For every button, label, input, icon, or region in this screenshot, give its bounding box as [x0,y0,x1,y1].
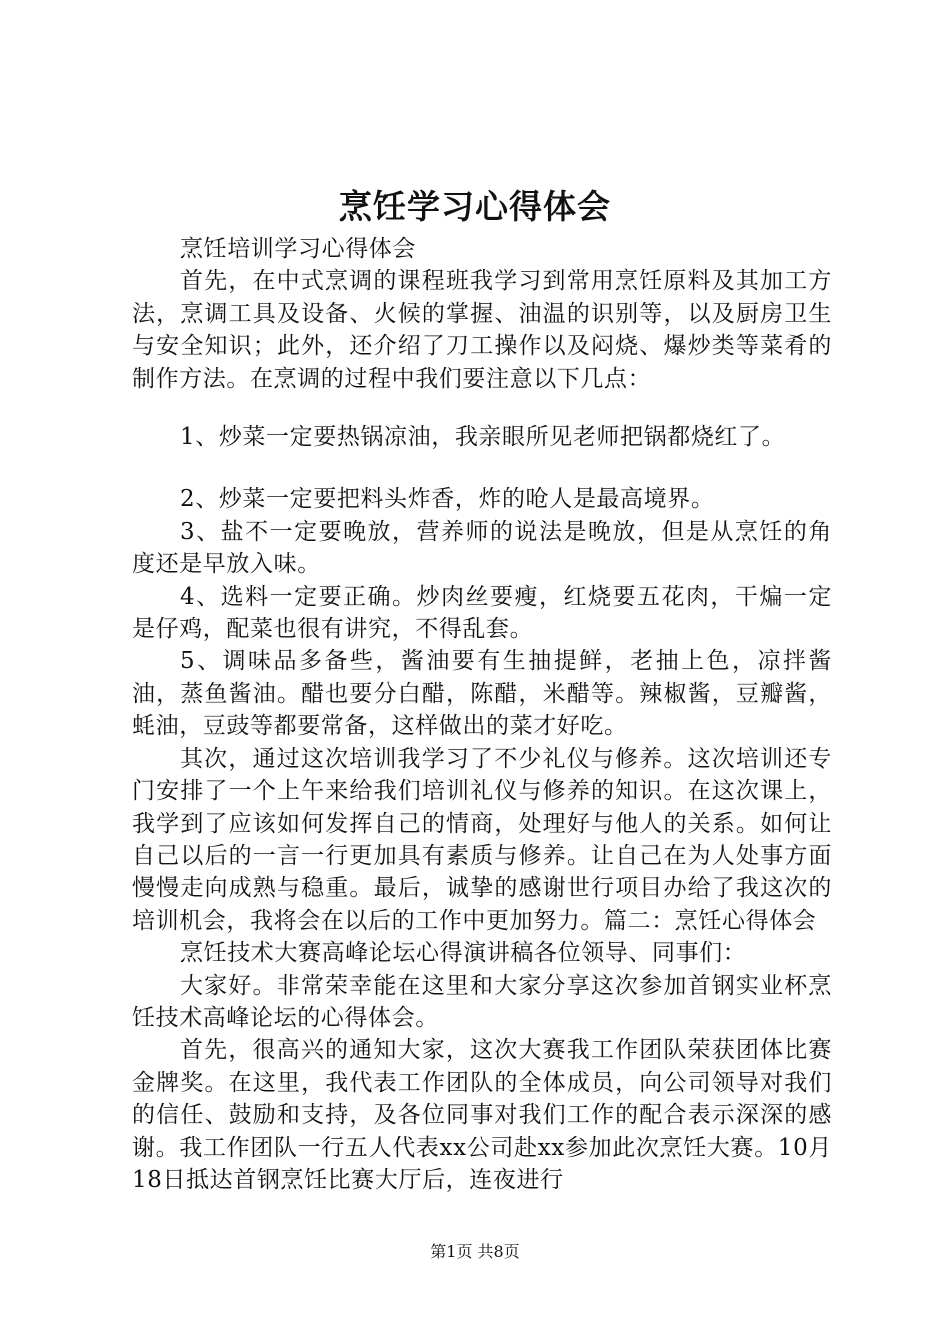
paragraph-point-4: 4、选料一定要正确。炒肉丝要瘦，红烧要五花肉，干煸一定是仔鸡，配菜也很有讲究，不得乱套。 [132,583,832,643]
paragraph-award: 首先，很高兴的通知大家，这次大赛我工作团队荣获团体比赛金牌奖。在这里，我代表工作团队的全体成员，向公司领导对我们的信任、鼓励和支持，及各位同事对我们工作的配合表示深深的感谢。我工作团队一行五人代表xx公司赴xx参加此次烹饪大赛。10月18日抵达首钢烹饪比赛大厅后，连夜进行 [132,1037,832,1193]
paragraph-greeting: 大家好。非常荣幸能在这里和大家分享这次参加首钢实业杯烹饪技术高峰论坛的心得体会。 [132,972,832,1031]
paragraph-point-5: 5、调味品多备些，酱油要有生抽提鲜，老抽上色，凉拌酱油，蒸鱼酱油。醋也要分白醋，陈醋，米醋等。辣椒酱，豆瓣酱，蚝油，豆豉等都要常备，这样做出的菜才好吃。 [132,648,832,740]
paragraph-subtitle: 烹饪培训学习心得体会 [180,236,416,262]
paragraph-point-2: 2、炒菜一定要把料头炸香，炸的呛人是最高境界。 [180,486,715,513]
paragraph-speech-title: 烹饪技术大赛高峰论坛心得演讲稿各位领导、同事们： [180,940,747,967]
page-number-footer: 第1页 共8页 [430,1242,520,1261]
paragraph-point-3: 3、盐不一定要晚放，营养师的说法是晚放，但是从烹饪的角度还是早放入味。 [132,518,832,578]
document-body [132,233,832,1196]
paragraph-point-1: 1、炒菜一定要热锅凉油，我亲眼所见老师把锅都烧红了。 [180,424,786,451]
document-title: 烹饪学习心得体会 [339,187,611,226]
paragraph-etiquette: 其次，通过这次培训我学习了不少礼仪与修养。这次培训还专门安排了一个上午来给我们培训礼仪与修养的知识。在这次课上，我学到了应该如何发挥自己的情商，处理好与他人的关系。如何让自己以后的一言一行更加具有素质与修养。让自己在为人处事方面慢慢走向成熟与稳重。最后，诚挚的感谢世行项目办给了我这次的培训机会，我将会在以后的工作中更加努力。篇二：烹饪心得体会 [132,745,832,934]
paragraph-intro: 首先，在中式烹调的课程班我学习到常用烹饪原料及其加工方法，烹调工具及设备、火候的掌握、油温的识别等，以及厨房卫生与安全知识；此外，还介绍了刀工操作以及闷烧、爆炒类等菜肴的制作方法。在烹调的过程中我们要注意以下几点： [132,268,832,392]
